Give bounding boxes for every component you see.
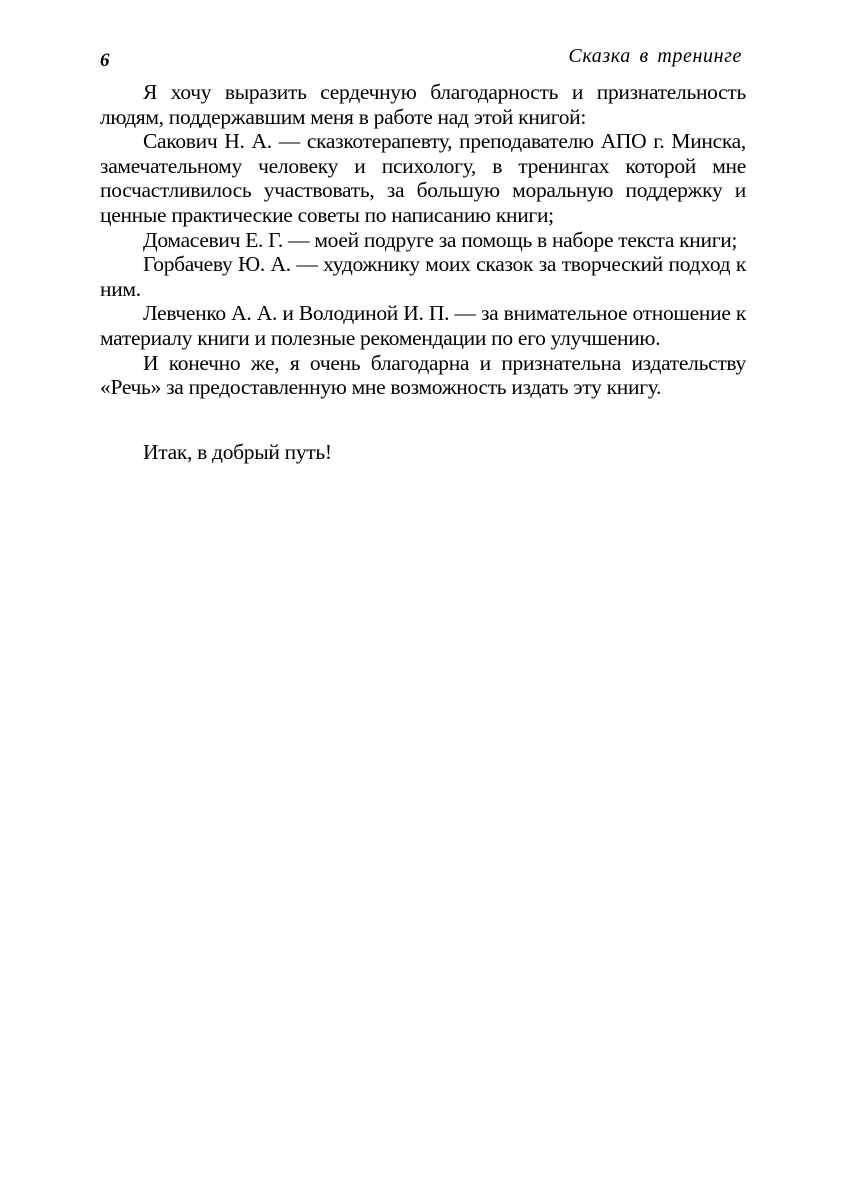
paragraph-publisher: И конечно же, я очень благодарна и признательна издательству «Речь» за предоставленную мне возможность издать эту книгу. [100, 350, 746, 400]
closing-line: Итак, в добрый путь! [143, 439, 332, 464]
running-title: Сказка в тренинге [568, 45, 742, 67]
acknowledgements-text [100, 80, 746, 464]
paragraph-levchenko: Левченко А. А. и Володиной И. П. — за внимательное отношение к материалу книги и полезные рекомендации по его улучшению. [100, 301, 746, 350]
paragraph-intro: Я хочу выразить сердечную благодарность и признательность людям, поддержавшим меня в работе над этой книгой: [100, 80, 746, 129]
page-number: 6 [100, 50, 110, 71]
paragraph-gorbachev: Горбачеву Ю. А. — художнику моих сказок за творческий подход к ним. [100, 252, 746, 301]
paragraph-domasevich: Домасевич Е. Г. — моей подруге за помощь в наборе текста книги; [143, 227, 738, 252]
paragraph-sakovich: Сакович Н. А. — сказкотерапевту, преподавателю АПО г. Минска, замечательному человеку и психологу, в тренингах которой мне посчастливилось участвовать, за большую моральную поддержку и ценные практические советы по написанию книги; [100, 129, 746, 227]
